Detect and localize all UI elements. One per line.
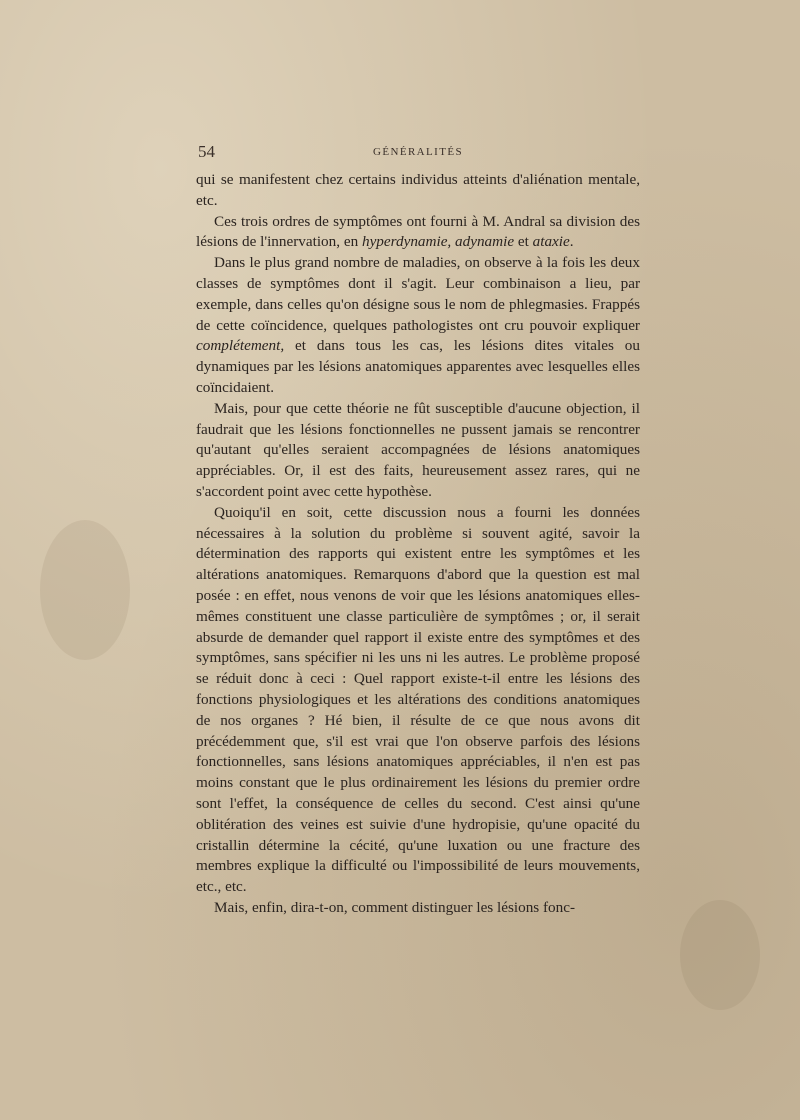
italic-text: hyperdynamie, adynamie bbox=[361, 233, 515, 251]
paragraph bbox=[196, 212, 640, 254]
running-head: GÉNÉRALITÉS bbox=[373, 146, 463, 158]
text-segment: Ces trois ordres de symptômes ont fourni à M. Andral sa division des lésions de l'innervation, en bbox=[196, 212, 640, 251]
page-header bbox=[196, 140, 640, 164]
body-text bbox=[196, 170, 640, 919]
paper-stain bbox=[680, 900, 760, 1010]
paragraph bbox=[196, 170, 640, 212]
text-segment: et dans tous les cas, les lésions dites vitales ou dynamiques par les lésions anatomiques apparentes avec lesquelles elles coïncidaient. bbox=[196, 337, 640, 396]
paper-stain bbox=[40, 520, 130, 660]
paragraph bbox=[196, 399, 640, 503]
text-segment: Mais, pour que cette théorie ne fût susceptible d'aucune objection, il faudrait que les lésions fonctionnelles ne pussent jamais se rencontrer qu'autant qu'elles seraient accompagnées de lésions anatomiques appréciables. Or, il est des faits, heureusement assez rares, qui ne s'accordent point avec cette hypothèse. bbox=[196, 399, 640, 500]
text-segment: Mais, enfin, dira-t-on, comment distinguer les lésions fonc- bbox=[214, 898, 576, 916]
text-segment: Quoiqu'il en soit, cette discussion nous a fourni les données nécessaires à la solution du problème si souvent agité, savoir la détermination des rapports qui existent entre les symptômes et les altérations anatomiques. Remarquons d'abord que la question est mal posée : en effet, nous venons de voir que les lésions anatomiques elles-mêmes constituent une classe particulière de symptômes ; or, il serait absurde de demander quel rapport il existe entre des symptômes et des symptômes, sans spécifier ni les uns ni les autres. Le problème proposé se réduit donc à ceci : Quel rapport existe-t-il entre les lésions des fonctions physiologiques et les altérations des conditions anatomiques de nos organes ? Hé bien, il résulte de ce que nous avons dit précédemment que, s'il est vrai que l'on observe parfois des lésions fonctionnelles, sans lésions anatomiques appréciables, il n'en est pas moins constant que le plus ordinairement les lésions du premier ordre sont l'effet, la conséquence de celles du second. C'est ainsi qu'une oblitération des veines est suivie d'une hydropisie, qu'une opacité du cristallin détermine la cécité, qu'une luxation ou une fracture des membres explique la difficulté ou l'impossibilité de leurs mouvements, etc., etc. bbox=[196, 503, 640, 896]
paragraph bbox=[196, 898, 640, 919]
italic-text: complétement, bbox=[196, 337, 285, 355]
text-segment: qui se manifestent chez certains individus atteints d'aliénation mentale, etc. bbox=[196, 171, 640, 209]
paragraph bbox=[196, 253, 640, 399]
italic-text: ataxie bbox=[532, 233, 570, 251]
page-number: 54 bbox=[198, 142, 215, 161]
text-segment: Dans le plus grand nombre de maladies, on observe à la fois les deux classes de symptômes dont il s'agit. Leur combinaison a lieu, par exemple, dans celles qu'on désigne sous le nom de phlegmasies. Frappés de cette coïncidence, quelques pathologistes ont cru pouvoir expliquer bbox=[196, 254, 640, 334]
text-segment: et bbox=[514, 233, 533, 251]
paragraph bbox=[196, 503, 640, 898]
text-segment: . bbox=[569, 233, 574, 251]
